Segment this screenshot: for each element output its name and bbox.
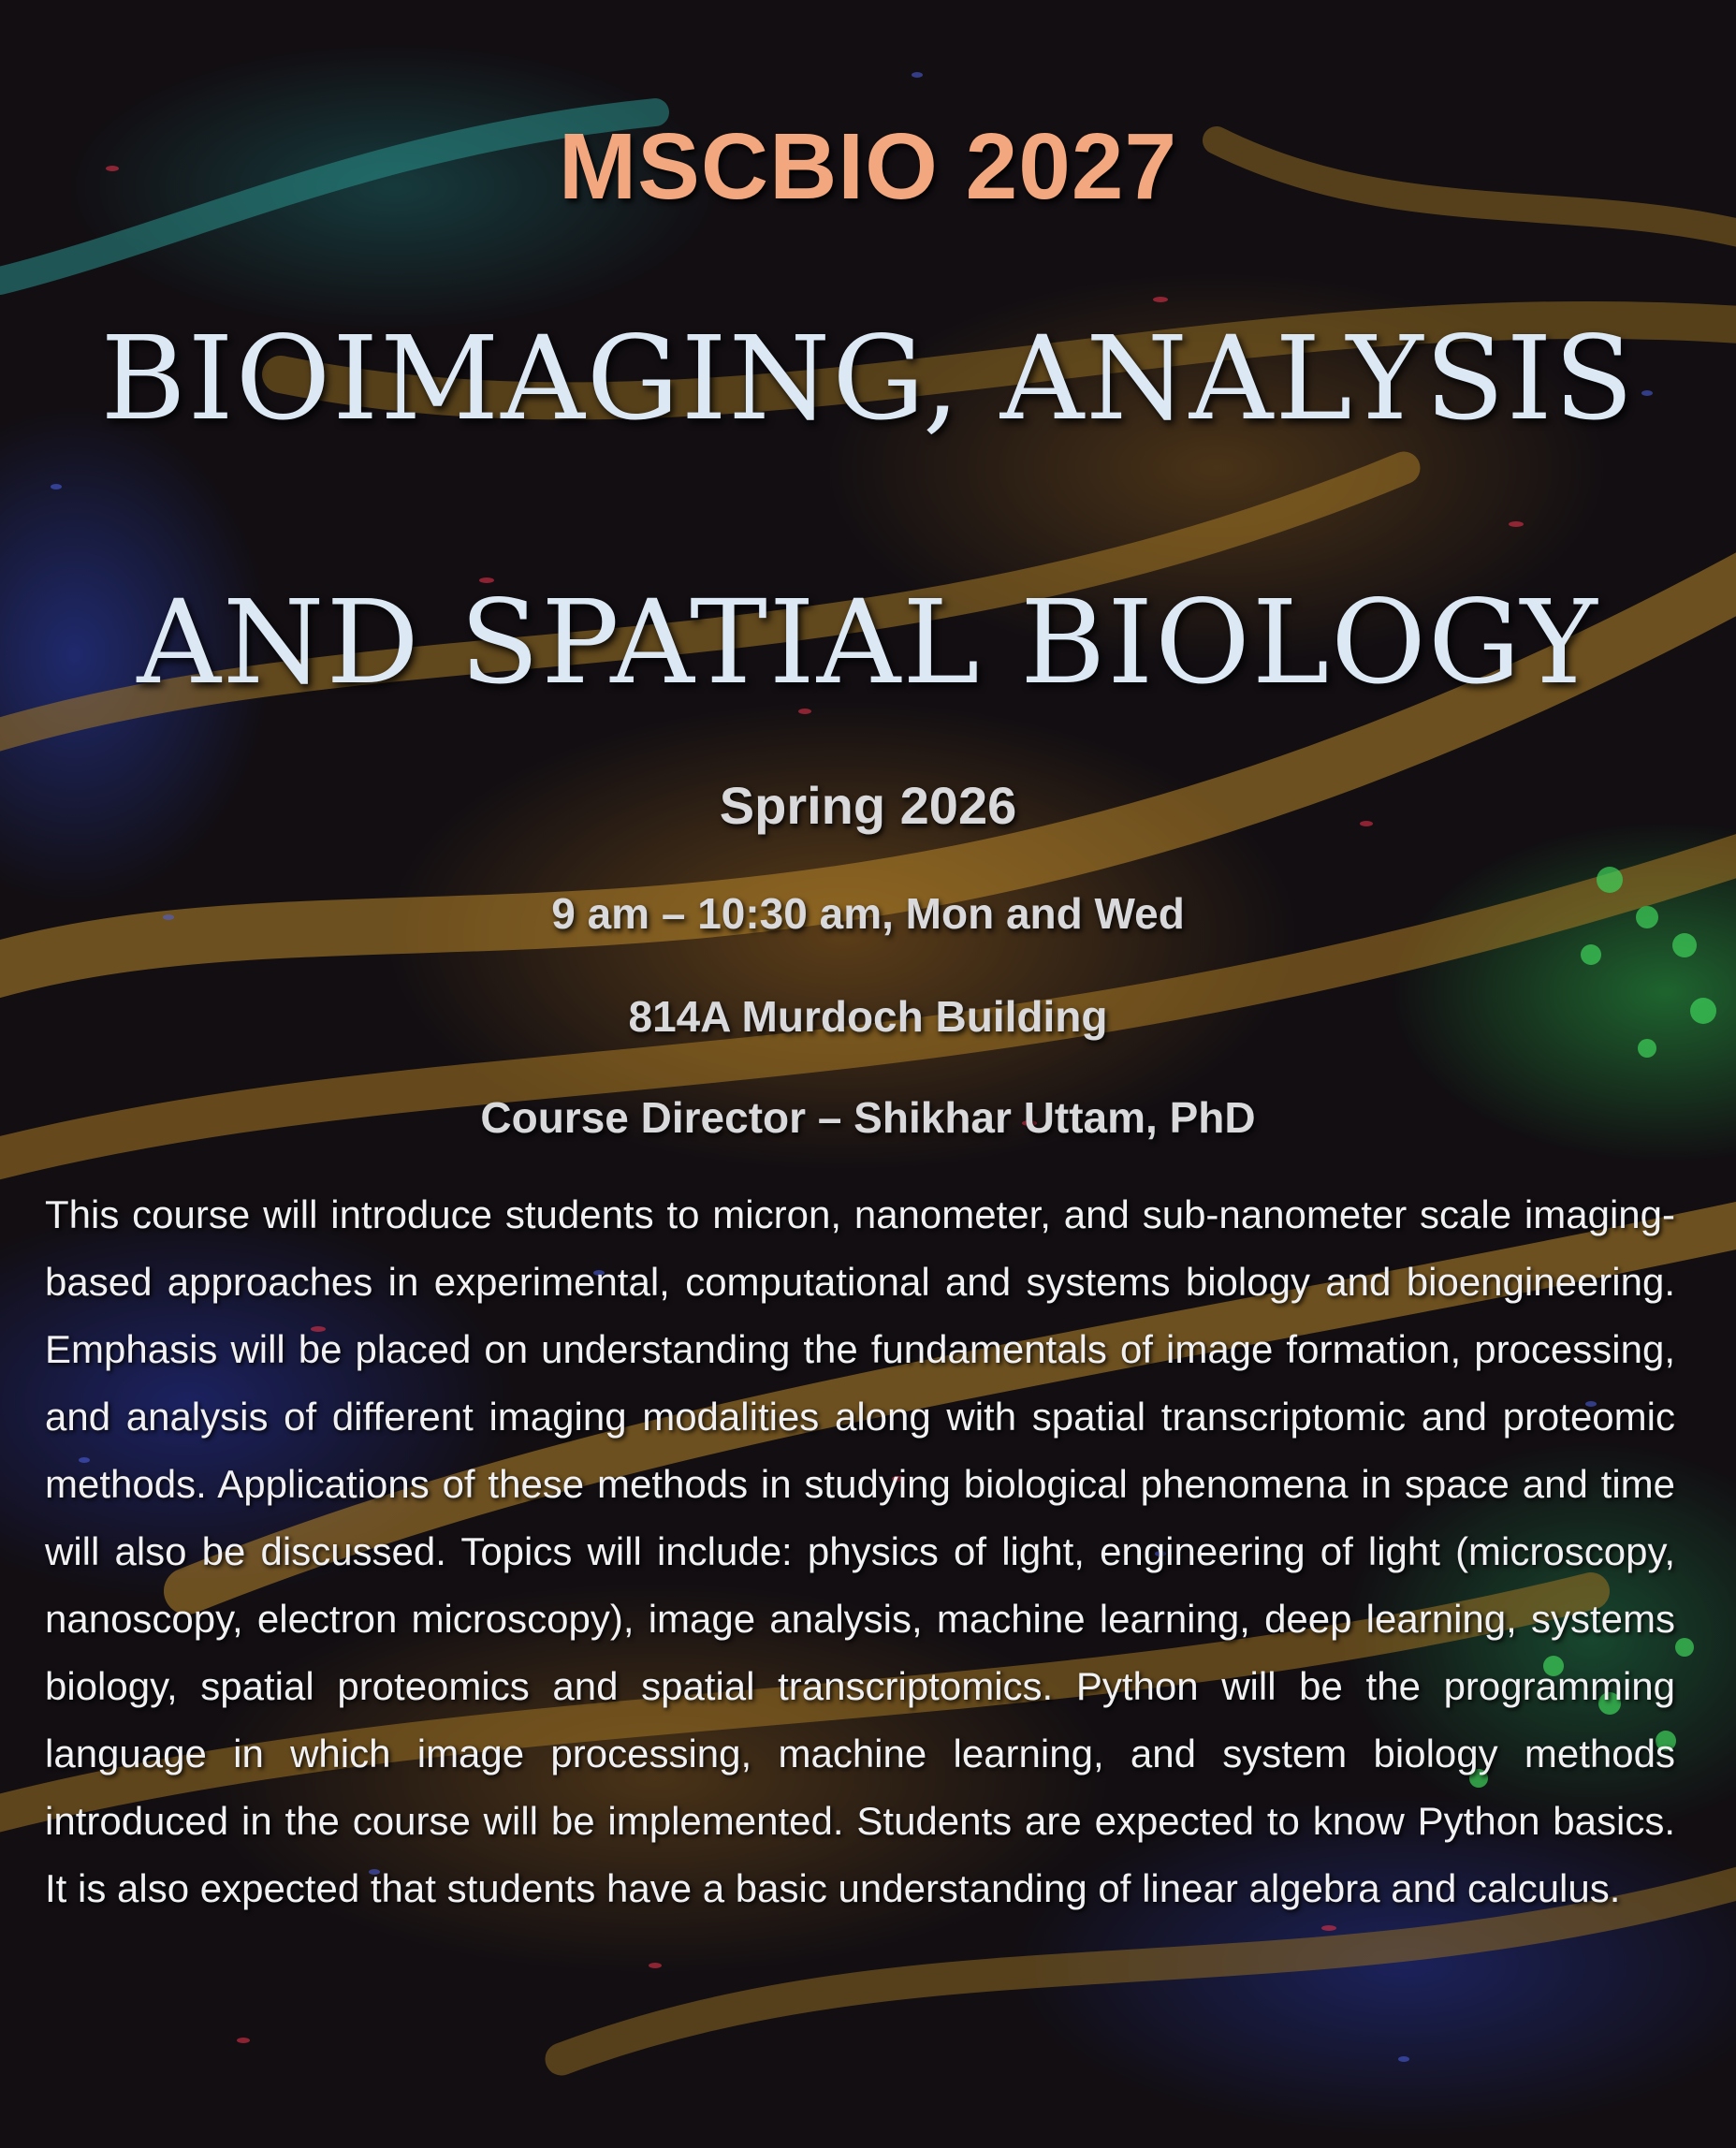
course-description: This course will introduce students to micron, nanometer, and sub-nanometer scale imaging-based approaches in experimental, computational and systems biology and bioengineering. Emphasis will be placed on understanding the fundamentals of image formation, processing, and analysis of different imaging modalities along with spatial transcriptomic and proteomic methods. Applications of these methods in studying biological phenomena in space and time will also be discussed. Topics will include: physics of light, engineering of light (microscopy, nanoscopy, electron microscopy), image analysis, machine learning, deep learning, systems biology, spatial proteomics and spatial transcriptomics. Python will be the programming language in which image processing, machine learning, and system biology methods introduced in the course will be implemented. Students are expected to know Python basics. It is also expected that students have a basic understanding of linear algebra and calculus. <box>45 1192 1675 1910</box>
course-title-line-2: AND SPATIAL BIOLOGY <box>137 576 1599 710</box>
course-location: 814A Murdoch Building <box>628 992 1108 1041</box>
course-director: Course Director – Shikhar Uttam, PhD <box>480 1093 1256 1142</box>
course-term: Spring 2026 <box>719 776 1017 835</box>
course-code: MSCBIO 2027 <box>558 114 1178 219</box>
course-schedule: 9 am – 10:30 am, Mon and Wed <box>551 889 1185 938</box>
course-title-line-1: BIOIMAGING, ANALYSIS <box>100 312 1636 446</box>
